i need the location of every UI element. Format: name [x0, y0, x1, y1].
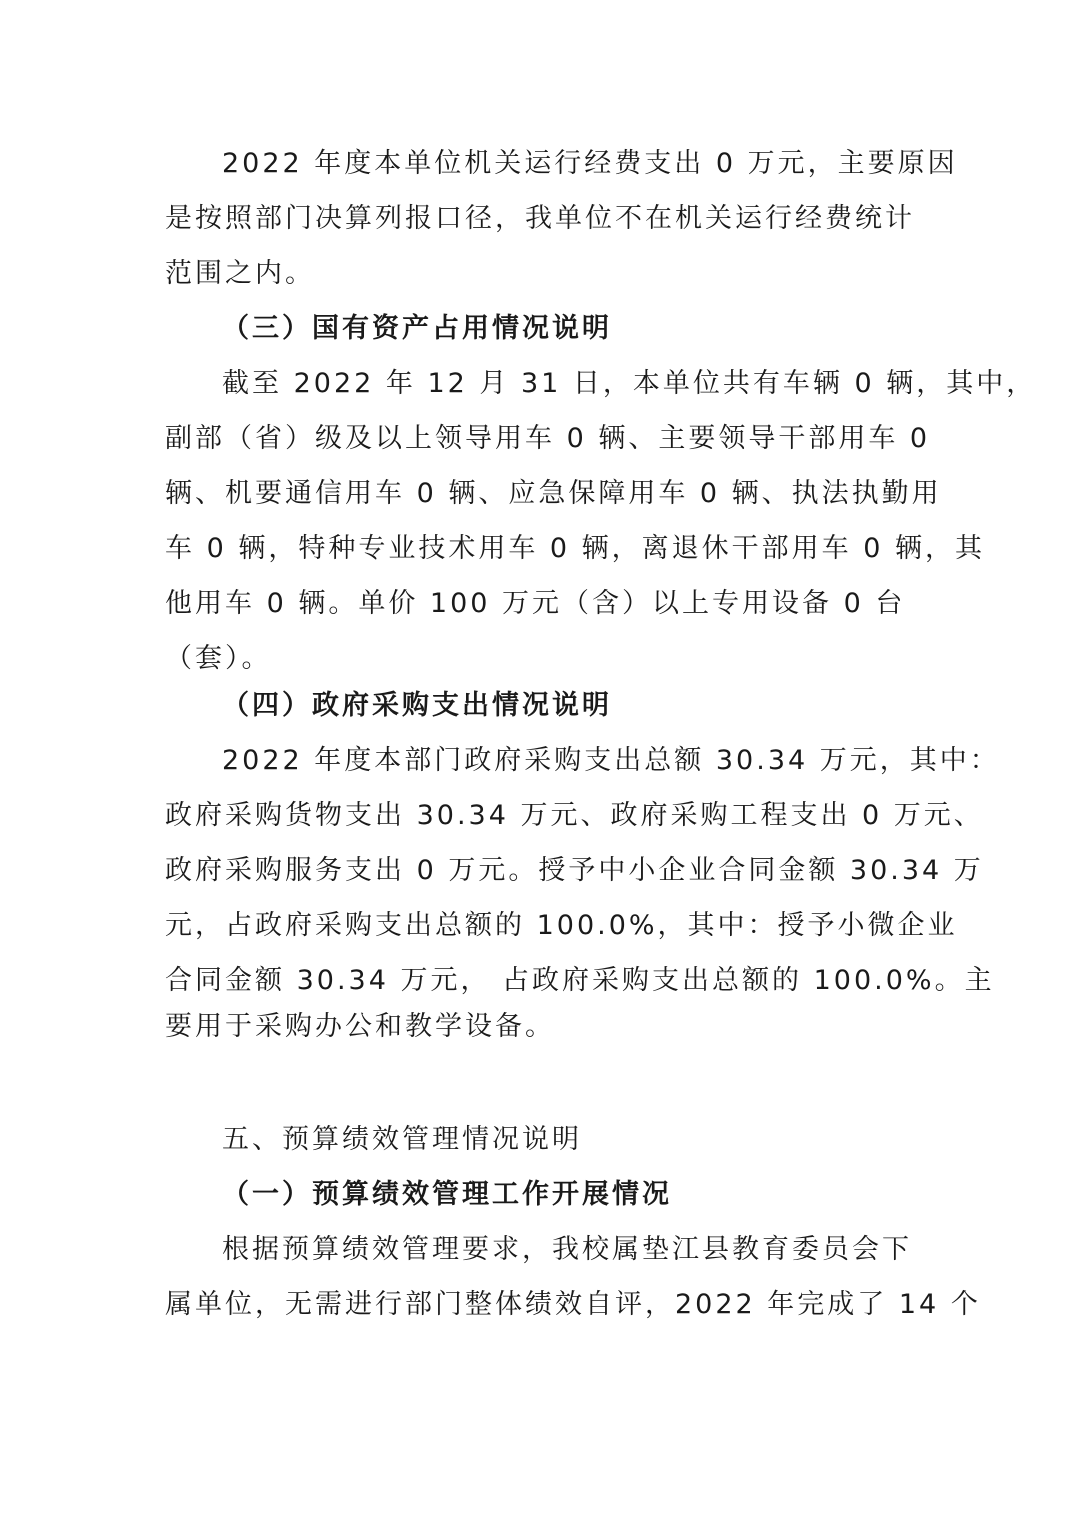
section-heading-4: （四）政府采购支出情况说明 — [222, 690, 612, 721]
paragraph-line: 政府采购服务支出 0 万元。授予中小企业合同金额 30.34 万 — [165, 855, 984, 886]
paragraph-line: 属单位，无需进行部门整体绩效自评，2022 年完成了 14 个 — [165, 1289, 981, 1320]
paragraph-line: 政府采购货物支出 30.34 万元、政府采购工程支出 0 万元、 — [165, 800, 984, 831]
paragraph-line: 车 0 辆，特种专业技术用车 0 辆，离退休干部用车 0 辆，其 — [165, 533, 986, 564]
paragraph-line: 要用于采购办公和教学设备。 — [165, 1011, 555, 1042]
paragraph-line: 截至 2022 年 12 月 31 日，本单位共有车辆 0 辆，其中， — [222, 368, 1037, 399]
section-heading-5-1: （一）预算绩效管理工作开展情况 — [222, 1179, 672, 1210]
section-heading-5: 五、预算绩效管理情况说明 — [222, 1124, 582, 1155]
paragraph-line: 他用车 0 辆。单价 100 万元（含）以上专用设备 0 台 — [165, 588, 906, 619]
paragraph-line: 2022 年度本单位机关运行经费支出 0 万元，主要原因 — [222, 148, 958, 179]
paragraph-line: （套）。 — [165, 643, 272, 674]
paragraph-line: 合同金额 30.34 万元， 占政府采购支出总额的 100.0%。主 — [165, 965, 995, 996]
section-heading-3: （三）国有资产占用情况说明 — [222, 313, 612, 344]
paragraph-line: 辆、机要通信用车 0 辆、应急保障用车 0 辆、执法执勤用 — [165, 478, 942, 509]
paragraph-line: 根据预算绩效管理要求，我校属垫江县教育委员会下 — [222, 1234, 912, 1265]
paragraph-line: 范围之内。 — [165, 258, 315, 289]
paragraph-line: 元，占政府采购支出总额的 100.0%，其中：授予小微企业 — [165, 910, 958, 941]
paragraph-line: 副部（省）级及以上领导用车 0 辆、主要领导干部用车 0 — [165, 423, 931, 454]
paragraph-line: 是按照部门决算列报口径，我单位不在机关运行经费统计 — [165, 203, 915, 234]
paragraph-line: 2022 年度本部门政府采购支出总额 30.34 万元，其中： — [222, 745, 1000, 776]
